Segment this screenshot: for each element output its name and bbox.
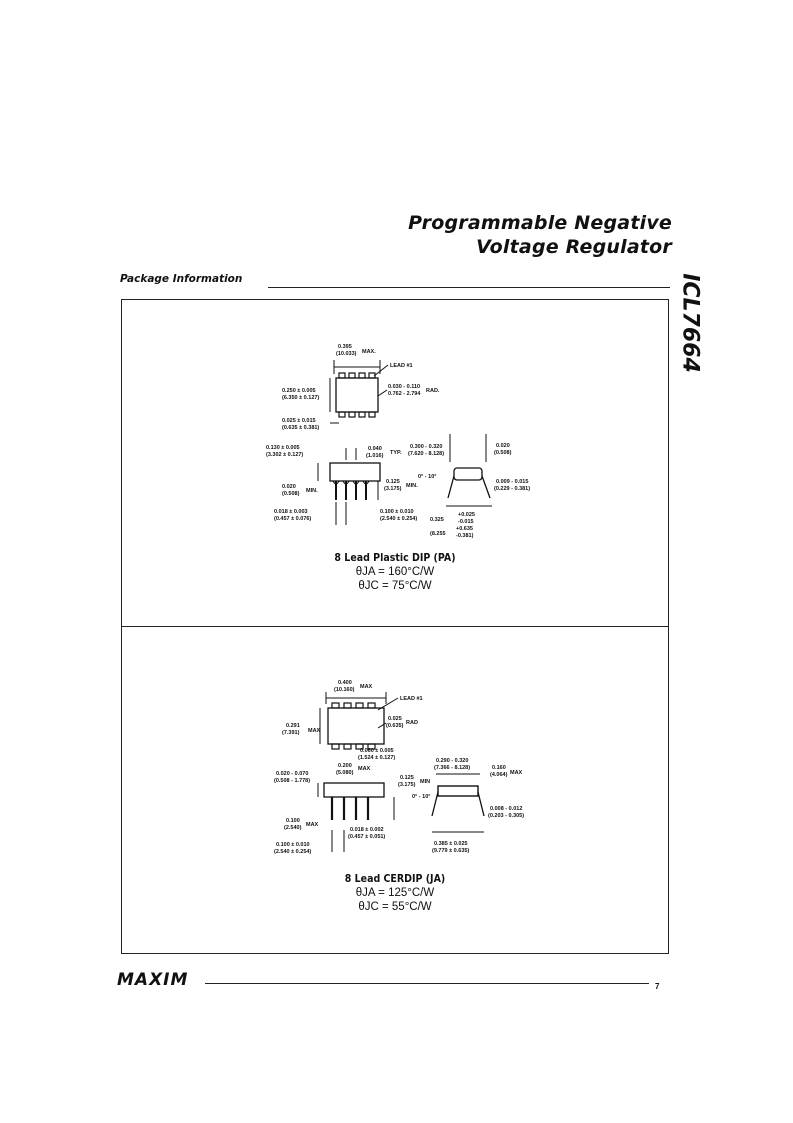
ja-row-mm: (7.366 - 8.128) (434, 765, 471, 771)
pa-spread-minus: -0.015 (458, 519, 474, 525)
pa-typ: TYP. (390, 450, 402, 456)
pa-rad-label: RAD. (426, 388, 440, 394)
part-number: ICL7664 (677, 273, 703, 373)
pa-package-drawing (250, 330, 550, 545)
ja-theta-jc: θJC = 55°C/W (358, 901, 432, 913)
section-rule (268, 287, 670, 288)
pa-row-mm: (7.620 - 8.128) (408, 451, 445, 457)
pa-lead-len-min: MIN. (406, 483, 418, 489)
pa-top: 0.020 (496, 443, 510, 449)
ja-rad: 0.025 (388, 716, 402, 722)
ja-thick-mm: (0.203 - 0.305) (488, 813, 525, 819)
ja-lead-len-mm: (3.175) (398, 782, 416, 788)
page-title-line2: Voltage Regulator (476, 236, 672, 258)
pa-lead-len-mm: (3.175) (384, 486, 402, 492)
pa-spread-mm: (8.255 (430, 531, 446, 537)
pa-height-mm: (3.302 ± 0.127) (266, 452, 304, 458)
pa-rad-mm: 0.762 - 2.794 (388, 391, 421, 397)
pa-shoulder-mm: (1.016) (366, 453, 384, 459)
ja-angle: 0° - 10° (412, 794, 431, 800)
ja-width-max-mm: (10.160) (334, 687, 355, 693)
ja-row: 0.290 - 0.320 (436, 758, 469, 764)
section-label: Package Information (120, 273, 243, 285)
pa-spread: 0.325 (430, 517, 444, 523)
ja-lead-w-mm: (0.457 ± 0.051) (348, 834, 386, 840)
pa-lead-w-mm: (0.457 ± 0.076) (274, 516, 312, 522)
pa-angle: 0° - 10° (418, 474, 437, 480)
pa-thick-mm: (0.229 - 0.381) (494, 486, 531, 492)
pa-rad: 0.030 - 0.110 (388, 384, 421, 390)
ja-rad-label: RAD (406, 720, 418, 726)
pa-caption: 8 Lead Plastic DIP (PA) (334, 552, 456, 564)
ja-standoff-mm: (0.508 - 1.778) (274, 778, 311, 784)
ja-spread: 0.385 ± 0.025 (434, 841, 468, 847)
ja-package-drawing (250, 670, 550, 865)
pa-height: 0.130 ± 0.005 (266, 445, 300, 451)
ja-spread-mm: (9.779 ± 0.635) (432, 848, 470, 854)
ja-lead-len-min: MIN (420, 779, 431, 785)
pa-spread-mm-minus: -0.381) (456, 533, 474, 539)
ja-lead-len: 0.125 (400, 775, 414, 781)
ja-caption: 8 Lead CERDIP (JA) (344, 873, 446, 885)
pa-width-max: 0.395 (338, 344, 352, 350)
pa-spread-plus: +0.025 (458, 512, 475, 518)
frame-divider (121, 626, 669, 627)
ja-pin-mm: (1.524 ± 0.127) (358, 755, 396, 761)
pa-pitch-mm: (2.540 ± 0.254) (380, 516, 418, 522)
pa-pitch: 0.100 ± 0.010 (380, 509, 414, 515)
pa-standoff-min: MIN. (306, 488, 318, 494)
ja-lead1: LEAD #1 (400, 696, 423, 702)
pa-shoulder: 0.040 (368, 446, 382, 452)
pa-max-label: MAX. (362, 349, 376, 355)
ja-height-max: MAX (358, 766, 371, 772)
ja-pitch: 0.100 ± 0.010 (276, 842, 310, 848)
ja-width-max: 0.400 (338, 680, 352, 686)
ja-pin-w: 0.100 (286, 818, 300, 824)
ja-thick: 0.008 - 0.012 (490, 806, 523, 812)
ja-pin-w-max: MAX (306, 822, 319, 828)
pa-pin: 0.025 ± 0.015 (282, 418, 316, 424)
pa-body-w: 0.250 ± 0.005 (282, 388, 316, 394)
ja-rad-mm: (0.635) (386, 723, 404, 729)
pa-body-w-mm: (6.350 ± 0.127) (282, 395, 320, 401)
footer-rule (205, 983, 649, 984)
pa-theta-jc: θJC = 75°C/W (358, 580, 432, 592)
pa-pin-mm: (0.635 ± 0.381) (282, 425, 320, 431)
ja-caption-block (300, 872, 490, 914)
ja-height-mm: (5.080) (336, 770, 354, 776)
pa-width-max-mm: (10.033) (336, 351, 357, 357)
ja-standoff: 0.020 - 0.070 (276, 771, 309, 777)
ja-body-w-mm: (7.391) (282, 730, 300, 736)
pa-lead-len: 0.125 (386, 479, 400, 485)
pa-lead-w: 0.018 ± 0.003 (274, 509, 308, 515)
ja-max-label: MAX (360, 684, 373, 690)
ja-theta-ja: θJA = 125°C/W (355, 887, 435, 899)
ja-body-max: MAX (308, 728, 321, 734)
pa-top-mm: (0.508) (494, 450, 512, 456)
pa-standoff: 0.020 (282, 484, 296, 490)
ja-pin-w-mm: (2.540) (284, 825, 302, 831)
ja-height: 0.200 (338, 763, 352, 769)
ja-top-mm: (4.064) (490, 772, 508, 778)
pa-spread-mm-plus: +0.635 (456, 526, 473, 532)
ja-lead-w: 0.018 ± 0.002 (350, 827, 384, 833)
ja-top-max: MAX (510, 770, 523, 776)
pa-lead1: LEAD #1 (390, 363, 413, 369)
ja-top: 0.160 (492, 765, 506, 771)
ja-pitch-mm: (2.540 ± 0.254) (274, 849, 312, 855)
pa-thick: 0.009 - 0.015 (496, 479, 529, 485)
page-title-line1: Programmable Negative (408, 212, 672, 234)
ja-pin: 0.060 ± 0.005 (360, 748, 394, 754)
pa-caption-block (300, 551, 490, 593)
pa-row: 0.300 - 0.320 (410, 444, 443, 450)
pa-theta-ja: θJA = 160°C/W (355, 566, 435, 578)
brand-logo: MAXIM (117, 970, 189, 990)
ja-body-w: 0.291 (286, 723, 300, 729)
pa-standoff-mm: (0.508) (282, 491, 300, 497)
page-number: 7 (655, 982, 660, 991)
part-number-tab (676, 268, 704, 378)
